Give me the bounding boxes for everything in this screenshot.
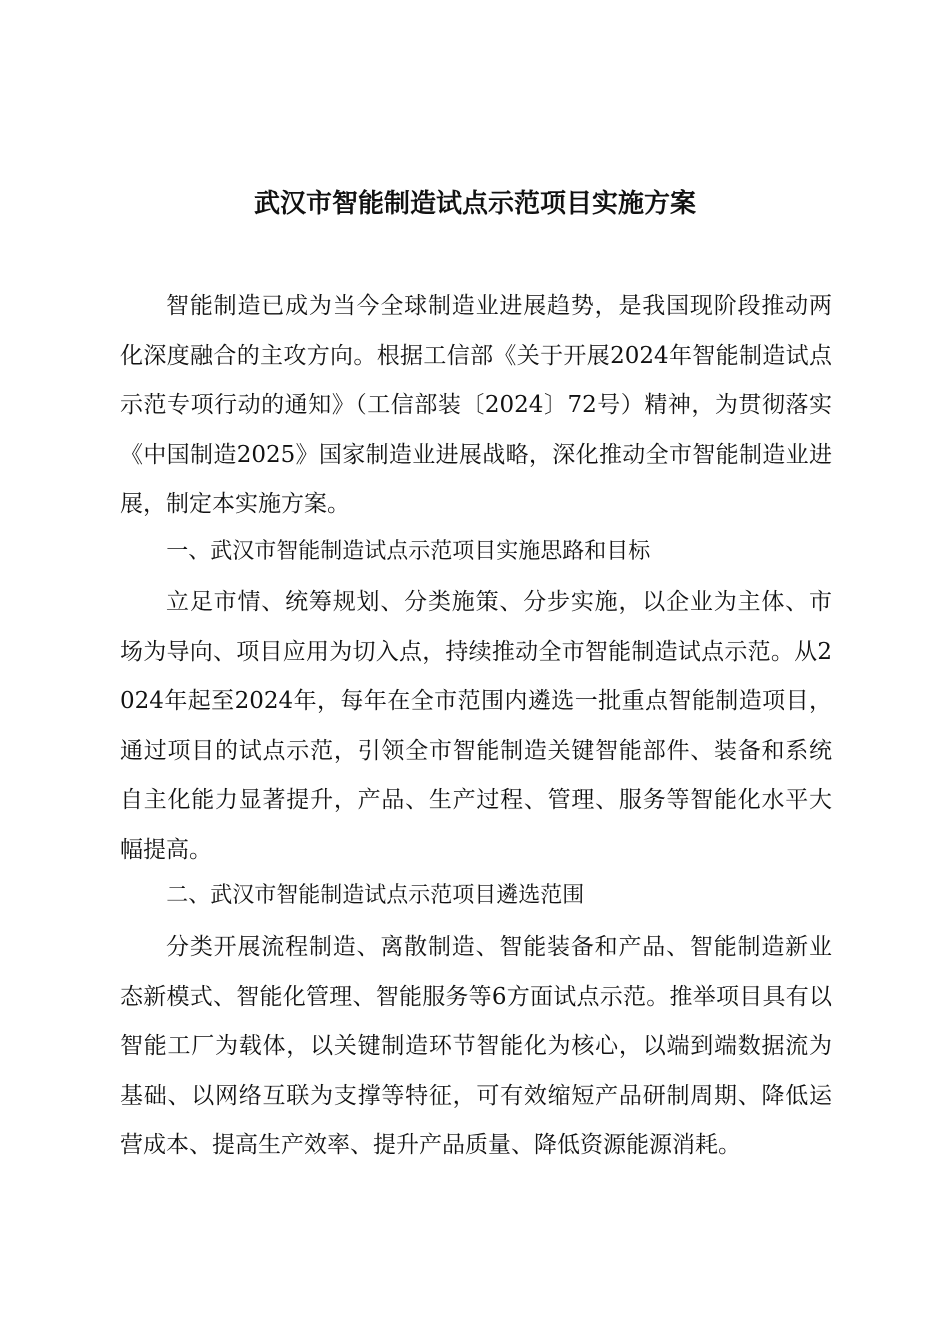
document-title: 武汉市智能制造试点示范项目实施方案 [253, 189, 696, 219]
section-heading-1: 一、武汉市智能制造试点示范项目实施思路和目标 [166, 539, 651, 564]
section-2-paragraph: 分类开展流程制造、离散制造、智能装备和产品、智能制造新业态新模式、智能化管理、智能服务等6方面试点示范。推举项目具有以智能工厂为载体，以关键制造环节智能化为核心，以端到端数据流为基础、以网络互联为支撑等特征，可有效缩短产品研制周期、降低运营成本、提高生产效率、提升产品质量、降低资源能源消耗。 [120, 934, 832, 1158]
section-1-paragraph: 立足市情、统筹规划、分类施策、分步实施，以企业为主体、市场为导向、项目应用为切入点，持续推动全市智能制造试点示范。从2024年起至2024年，每年在全市范围内遴选一批重点智能制造项目，通过项目的试点示范，引领全市智能制造关键智能部件、装备和系统自主化能力显著提升，产品、生产过程、管理、服务等智能化水平大幅提高。 [120, 589, 832, 863]
section-heading-2: 二、武汉市智能制造试点示范项目遴选范围 [166, 883, 585, 908]
intro-paragraph: 智能制造已成为当今全球制造业进展趋势，是我国现阶段推动两化深度融合的主攻方向。根据工信部《关于开展2024年智能制造试点示范专项行动的通知》（工信部装〔2024〕72号）精神，为贯彻落实《中国制造2025》国家制造业进展战略，深化推动全市智能制造业进展，制定本实施方案。 [120, 293, 832, 517]
